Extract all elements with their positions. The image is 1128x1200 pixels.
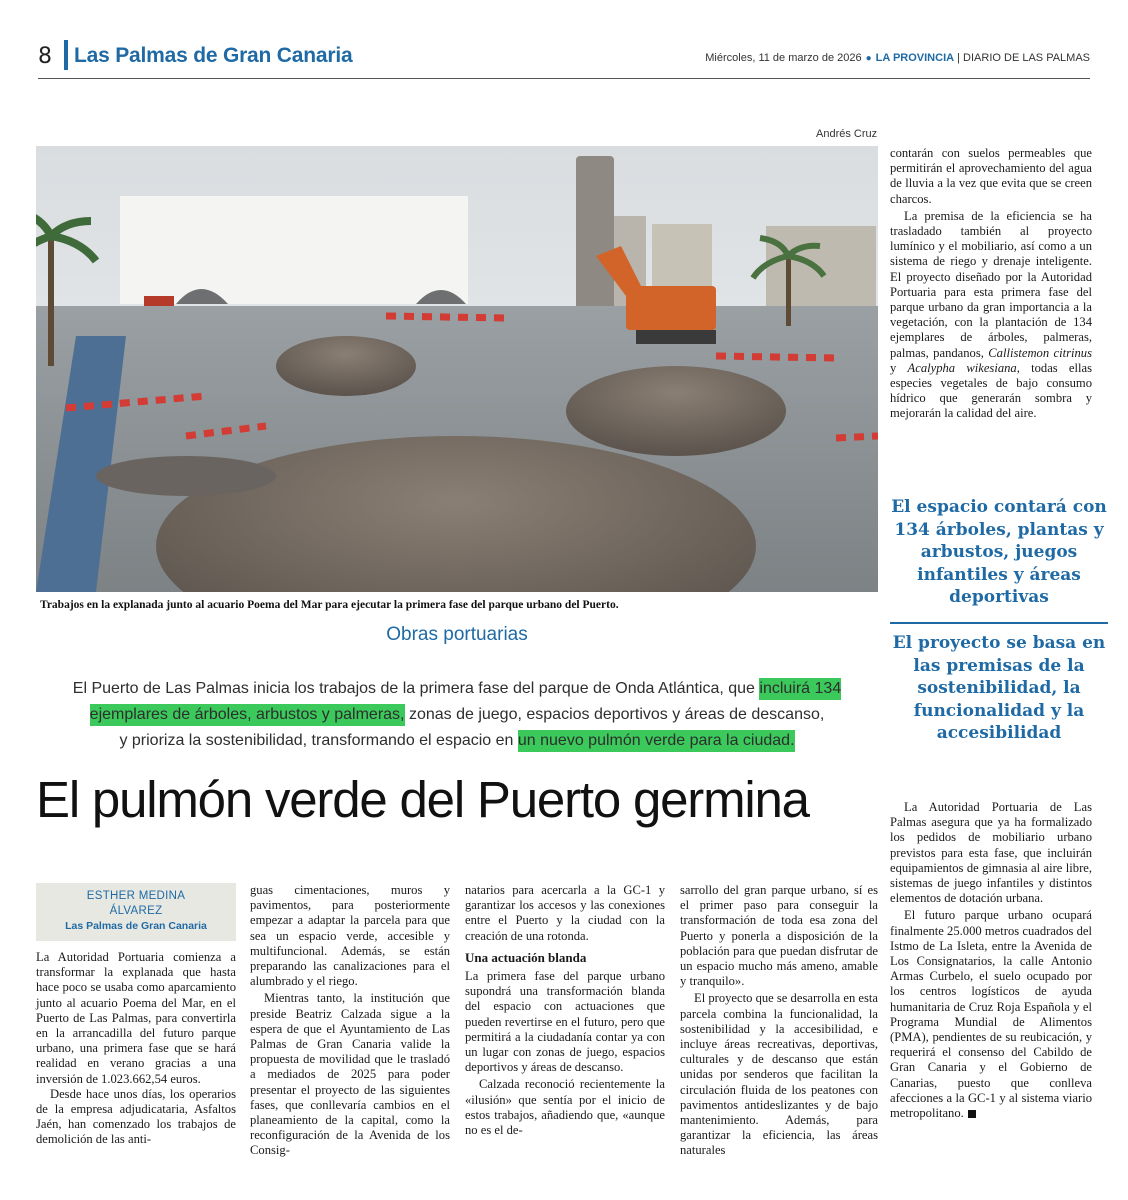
newspaper-brand: LA PROVINCIA	[875, 52, 955, 64]
body-paragraph: La Autoridad Portuaria de Las Palmas asegura que ya ha formalizado los pedidos de mobiliario urbano previstos para esta fase, que incluirán equipamientos de gimnasia al aire libre, sistemas de juego infantiles y distintos elementos de dotación urbana.	[890, 800, 1092, 906]
bullet-icon: ●	[865, 53, 872, 64]
section-title: Las Palmas de Gran Canaria	[74, 44, 353, 67]
body-paragraph: contarán con suelos permeables que permitirán el aprovechamiento del agua de lluvia a la vez que evita que se creen charcos.	[890, 146, 1092, 206]
end-of-article-icon	[968, 1110, 976, 1118]
kicker: Obras portuarias	[386, 624, 528, 645]
pull-quote-divider	[890, 622, 1108, 624]
body-paragraph: sarrollo del gran parque urbano, sí es el primer paso para conseguir la transformación de toda esa zona del Puerto y ponerla a disposición de la población para que puedan disfrutar de un espacio mucho más ameno, amable y tranquilo».	[680, 883, 878, 989]
body-paragraph: El proyecto que se desarrolla en esta parcela combina la funcionalidad, la sostenibilidad y la accesibilidad, e incluye áreas recreativas, deportivas, culturales y de descanso que están unidas por senderos que facilitan la circulación fluida de los peatones con pavimentos antideslizantes y de bajo mantenimiento. Además, para garantizar la eficiencia, las áreas naturales	[680, 991, 878, 1158]
body-column-1	[36, 950, 236, 1148]
body-paragraph: guas cimentaciones, muros y pavimentos, para posteriormente empezar a adaptar la parcela para que sea un espacio verde, accesible y multifuncional. Además, se están preparando las canalizaciones para el alumbrado y el riego.	[250, 883, 450, 989]
species-name: Callistemon citrinus	[988, 345, 1092, 360]
author-name-line-1: ESTHER MEDINA	[86, 890, 186, 902]
byline	[36, 883, 236, 941]
lead-text: y prioriza la sostenibilidad, transformando el espacio en	[119, 732, 518, 749]
photo-credit: Andrés Cruz	[816, 128, 878, 140]
species-name: Acalypha wikesiana	[907, 360, 1017, 375]
subheading: Una actuación blanda	[465, 949, 587, 965]
body-column-4	[680, 883, 878, 1159]
lead-line-1	[36, 676, 878, 702]
section-accent-bar	[64, 40, 68, 70]
body-paragraph: La primera fase del parque urbano supondrá una transformación blanda del espacio con actuaciones que pueden revertirse en el futuro, pero que permitirá a la ciudadanía contar ya con un lugar con zonas de juego, espacios deportivos y áreas de descanso.	[465, 969, 665, 1075]
issue-date: Miércoles, 11 de marzo de 2026	[705, 52, 862, 64]
lead-text: El Puerto de Las Palmas inicia los trabajos de la primera fase del parque de Onda Atlántica, que	[72, 680, 760, 697]
lead-paragraph	[36, 676, 878, 754]
body-paragraph: Mientras tanto, la institución que preside Beatriz Calzada sigue a la espera de que el Ayuntamiento de Las Palmas de Gran Canaria valide la propuesta de movilidad que le trasladó a mediados de 2025 para poder presentar el proyecto de las siguientes fases, que conllevaría cambios en el planeamiento de la capital, como la reconfiguración de la Avenida de los Consig-	[250, 991, 450, 1158]
page-number: 8	[38, 44, 52, 69]
lead-highlight: incluirá 134	[759, 678, 841, 700]
body-column-2	[250, 883, 450, 1159]
body-paragraph: La Autoridad Portuaria comienza a transformar la explanada que hasta hace poco se usaba como aparcamiento junto al acuario Poema del Mar, en el Puerto de Las Palmas, para convertirla en la arrancadilla del futuro parque urbano, una primera fase que se hará realidad en verano gracias a una inversión de 1.023.662,54 euros.	[36, 950, 236, 1086]
body-text: y	[890, 360, 908, 375]
pull-quote-2: El proyecto se basa en las premisas de la sostenibilidad, la funcionalidad y la accesibilidad	[892, 633, 1106, 743]
body-text: La premisa de la eficiencia se ha trasladado también al proyecto lumínico y el mobiliario, así como a un sistema de riego y drenaje inteligente. El proyecto diseñado por la Autoridad Portuaria para esta primera fase del parque urbano da gran importancia a la vegetación, con la plantación de 134 ejemplares de árboles, palmeras, palmas, pandanos,	[890, 208, 1092, 360]
construction-site-photo	[36, 146, 878, 592]
masthead-info	[705, 52, 1090, 64]
newspaper-subbrand: | DIARIO DE LAS PALMAS	[957, 52, 1090, 64]
byline-place: Las Palmas de Gran Canaria	[65, 920, 207, 932]
lead-highlight: ejemplares de árboles, arbustos y palmeras,	[90, 704, 405, 726]
body-text: El futuro parque urbano ocupará finalmente 25.000 metros cuadrados del Istmo de La Isleta, entre la Avenida de Los Consignatarios, la calle Antonio Armas Curbelo, el suelo ocupado por los centros logísticos de ayuda humanitaria de Cruz Roja Española y el Programa Mundial de Alimentos (PMA), pendientes de su reubicación, y requerirá el consenso del Cabildo de Gran Canaria y el Gobierno de Canarias, puesto que conlleva afecciones a la GC-1 y al sistema viario metropolitano.	[890, 908, 1092, 1121]
lead-highlight: un nuevo pulmón verde para la ciudad.	[518, 730, 795, 752]
header-divider	[38, 78, 1090, 79]
body-column-3	[465, 883, 665, 1138]
lead-text: zonas de juego, espacios deportivos y áreas de descanso,	[404, 706, 825, 723]
right-column-top	[890, 146, 1092, 422]
photo-caption: Trabajos en la explanada junto al acuario Poema del Mar para ejecutar la primera fase del parque urbano del Puerto.	[40, 599, 619, 611]
body-paragraph	[890, 908, 1092, 1121]
body-paragraph: Desde hace unos días, los operarios de la empresa adjudicataria, Asfaltos Jaén, han comenzado los trabajos de demolición de las anti-	[36, 1086, 236, 1147]
author-name-line-2: ÁLVAREZ	[109, 905, 163, 917]
pull-quote-1: El espacio contará con 134 árboles, plantas y arbustos, juegos infantiles y áreas deportivas	[891, 497, 1107, 607]
body-text: , todas ellas especies vegetales de bajo consumo hídrico que generarán sombra y mejorarán la calidad del aire.	[890, 360, 1093, 421]
body-paragraph: Calzada reconoció recientemente la «ilusión» que sentía por el inicio de estos trabajos, añadiendo que, «aunque no es el de-	[465, 1077, 665, 1138]
right-column-bottom	[890, 800, 1092, 1121]
headline: El pulmón verde del Puerto germina	[36, 771, 809, 828]
lead-line-3	[36, 728, 878, 754]
body-paragraph: natarios para acercarla a la GC-1 y garantizar los accesos y las conexiones entre el Puerto y la ciudad con la creación de una rotonda.	[465, 883, 665, 943]
article-photo	[36, 146, 878, 592]
lead-line-2	[36, 702, 878, 728]
body-paragraph	[890, 209, 1092, 422]
